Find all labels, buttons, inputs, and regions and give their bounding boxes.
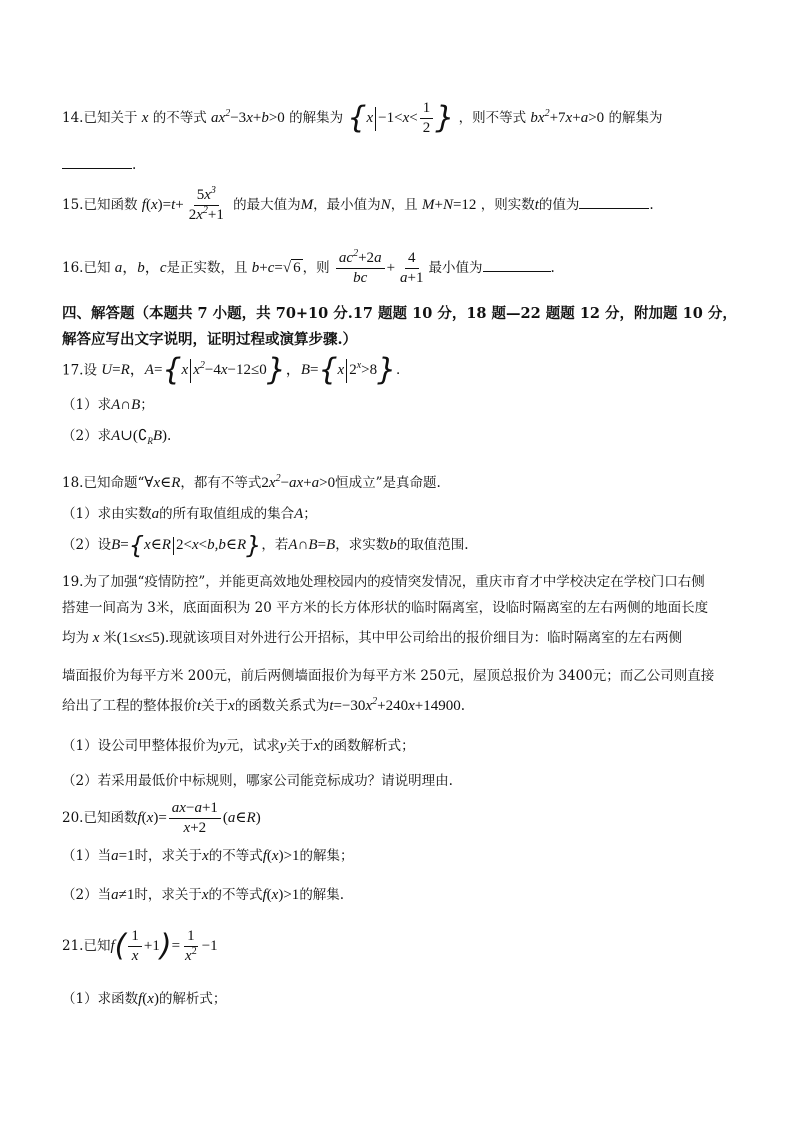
q14-text-4: 的解集为	[608, 109, 663, 126]
var-x: x	[141, 109, 149, 126]
q18-part2: （2）设B={x∈R 2<x<b,b∈R}，若A∩B=B，求实数b的取值范围.	[62, 531, 469, 560]
q14-text-3: ，则不等式	[458, 109, 527, 126]
q16-line: 16.已知 a，b，c是正实数，且 b+c=√ 6 ，则 $\frac{ac^2+2a}{bc}$ + $\frac{4}{a+1}$ 最小值为 .	[62, 248, 555, 286]
answer-blank	[62, 154, 132, 169]
q17-line: 17.设 U=R，A={x $x^2-4x-12\le 0$}，B={x $2^x>8$}.	[62, 353, 400, 388]
condition: b+c=√ 6	[251, 259, 301, 276]
q19-part1: （1）设公司甲整体报价为y元，试求y关于x的函数解析式；	[62, 738, 415, 754]
q18-line: 18.已知命题“∀x∈R，都有不等式$2x^2-ax+a>0$恒成立”是真命题.	[62, 473, 441, 491]
answer-blank	[579, 194, 649, 209]
expression: $\frac{ac^2+2a}{bc}$ + $\frac{4}{a+1}$	[334, 260, 429, 276]
section-heading-2: 解答应写出文字说明，证明过程或演算步骤.）	[62, 331, 358, 348]
q14-answer-line: .	[62, 154, 136, 173]
q20-part1: （1）当a=1时，求关于x的不等式f(x)>1的解集；	[62, 848, 354, 864]
section-heading: 四、解答题（本题共 7 小题，共 70+10 分.17 题题 10 分，18 题—22 题题 12 分，附加题 10 分，	[62, 305, 737, 322]
q14-line	[62, 100, 662, 137]
q21-part1: （1）求函数f(x)的解析式；	[62, 991, 227, 1007]
q19-line4: 墙面报价为每平方米 200元，前后两侧墙面报价为每平方米 250元，屋顶总报价为 3400元；而乙公司则直接	[62, 668, 715, 684]
q16-prefix: 16.已知	[62, 259, 111, 276]
solution-set: {x −1<x< $\frac{1}{2}$ }	[347, 100, 455, 136]
q19-part2: （2）若采用最低价中标规则，哪家公司能竞标成功？请说明理由.	[62, 773, 453, 789]
q19-line5: 给出了工程的整体报价t关于x的函数关系式为$t=-30x^2+240x+14900$.	[62, 696, 466, 714]
q19-line1: 19.为了加强“疫情防控”，并能更高效地处理校园内的疫情突发情况，重庆市育才中学校决定在学校门口右侧	[62, 574, 705, 590]
answer-blank	[483, 257, 551, 272]
q17-part1: （1）求A∩B；	[62, 397, 154, 413]
inequality-1: $ax^2-3x+b>0$	[211, 107, 285, 126]
q14-text-1: 的不等式	[152, 109, 207, 126]
q20-line: 20.已知函数f(x)= $\frac{ax-a+1}{x+2}$ (a∈R)	[62, 800, 261, 836]
q20-part2: （2）当a≠1时，求关于x的不等式f(x)>1的解集.	[62, 887, 345, 903]
q17-part2: （2）求$A\cup(∁_RB)$.	[62, 428, 172, 446]
q14-text-2: 的解集为	[289, 109, 344, 126]
q19-line3: 均为 x 米(1≤x≤5).现就该项目对外进行公开招标，其中甲公司给出的报价细目为：临时隔离室的左右两侧	[62, 630, 683, 646]
function-f: f(x)=t+ $\frac{5x^3}{2x^2+1}$	[141, 185, 224, 223]
q19-line2: 搭建一间高为 3米，底面面积为 20 平方米的长方体形状的临时隔离室，设临时隔离室的左右两侧的地面长度	[62, 600, 709, 616]
condition: M+N=12	[421, 196, 477, 213]
q15-line: 15.已知函数 f(x)=t+ $\frac{5x^3}{2x^2+1}$ 的最大值为M，最小值为N，且 M+N=12 ，则实数t的值为 .	[62, 185, 654, 223]
inequality-2: $bx^2+7x+a>0$	[530, 107, 605, 126]
q14-prefix: 14.已知关于	[62, 109, 138, 126]
q21-line: 21.已知f( $\frac{1}{x}$ +1)= $\frac{1}{x^2}$ −1	[62, 928, 218, 964]
q15-prefix: 15.已知函数	[62, 196, 138, 213]
q18-part1: （1）求由实数a的所有取值组成的集合A；	[62, 506, 317, 522]
